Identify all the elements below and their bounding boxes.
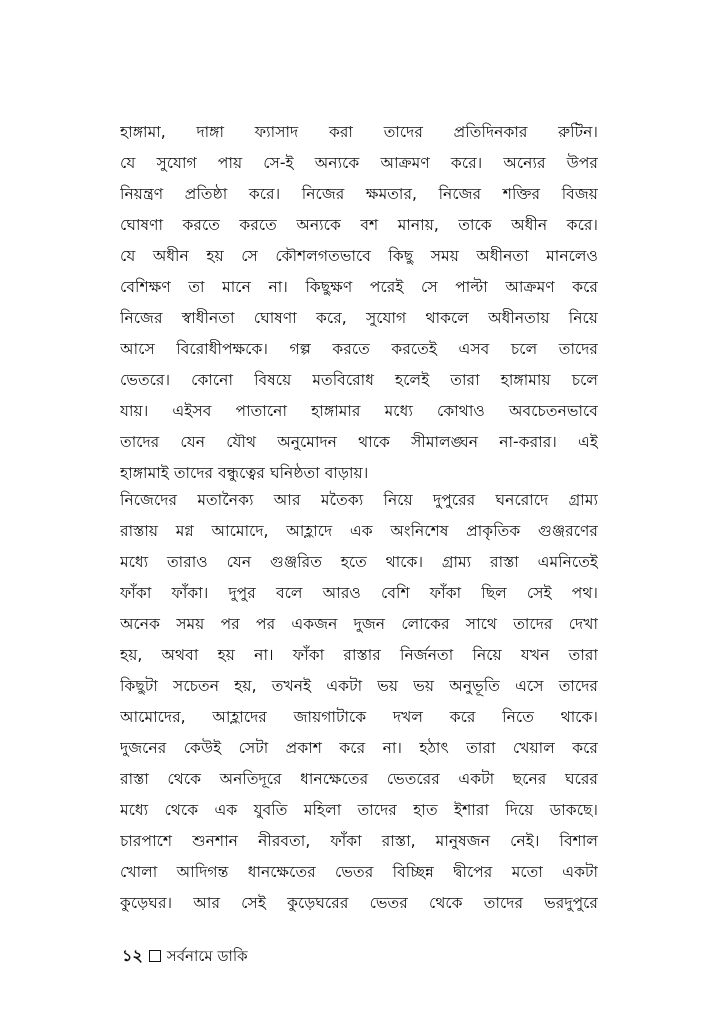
text-line: নিজের স্বাধীনতা ঘোষণা করে, সুযোগ থাকলে অধীনতায় নিয়ে	[120, 309, 598, 327]
page-footer	[122, 944, 248, 968]
text-line: তাদের যেন যৌথ অনুমোদন থাকে সীমালঙ্ঘন না-করার। এই	[120, 433, 598, 451]
text-line: কিছুটা সচেতন হয়, তখনই একটা ভয় ভয় অনুভূতি এসে তাদের	[120, 677, 598, 695]
text-line: যে অধীন হয় সে কৌশলগতভাবে কিছু সময় অধীনতা মানলেও	[120, 247, 598, 265]
text-line: নিজেদের মতানৈক্য আর মতৈক্য নিয়ে দুপুরের ঘনরোদে গ্রাম্য	[120, 491, 598, 509]
text-line: যায়। এইসব পাতানো হাঙ্গামার মধ্যে কোথাও অবচেতনভাবে	[120, 402, 598, 420]
page-number: ১২	[122, 946, 143, 965]
text-line: হাঙ্গামা, দাঙ্গা ফ্যাসাদ করা তাদের প্রতিদিনকার রুটিন।	[120, 123, 598, 141]
text-line: বেশিক্ষণ তা মানে না। কিছুক্ষণ পরেই সে পাল্টা আক্রমণ করে	[120, 278, 598, 296]
text-line: অনেক সময় পর পর একজন দুজন লোকের সাথে তাদের দেখা	[120, 615, 598, 633]
text-line: দুজনের কেউই সেটা প্রকাশ করে না। হঠাৎ তারা খেয়াল করে	[120, 739, 598, 757]
text-line: ঘোষণা করতে করতে অন্যকে বশ মানায়, তাকে অধীন করে।	[120, 216, 598, 234]
text-line: হয়, অথবা হয় না। ফাঁকা রাস্তার নির্জনতা নিয়ে যখন তারা	[120, 646, 598, 664]
text-line: নিয়ন্ত্রণ প্রতিষ্ঠা করে। নিজের ক্ষমতার, নিজের শক্তির বিজয়	[120, 185, 598, 203]
text-line: রাস্তা থেকে অনতিদূরে ধানক্ষেতের ভেতরের একটা ছনের ঘরের	[120, 770, 598, 788]
text-line: ফাঁকা ফাঁকা। দুপুর বলে আরও বেশি ফাঁকা ছিল সেই পথ।	[120, 584, 598, 602]
text-line: আসে বিরোধীপক্ষকে। গল্প করতে করতেই এসব চলে তাদের	[120, 340, 598, 358]
square-separator-icon	[149, 950, 161, 962]
text-line: হাঙ্গামাই তাদের বন্ধুত্বের ঘনিষ্ঠতা বাড়ায়।	[120, 464, 369, 482]
book-title: সর্বনামে ডাকি	[166, 947, 248, 965]
paragraph-2	[120, 485, 598, 919]
text-line: চারপাশে শুনশান নীরবতা, ফাঁকা রাস্তা, মানুষজন নেই। বিশাল	[120, 832, 598, 850]
text-line: মধ্যে থেকে এক যুবতি মহিলা তাদের হাত ইশারা দিয়ে ডাকছে।	[120, 801, 598, 819]
text-line: আমোদের, আহ্লাদের জায়গাটাকে দখল করে নিতে থাকে।	[120, 708, 598, 726]
text-line: মধ্যে তারাও যেন গুঞ্জরিত হতে থাকে। গ্রাম্য রাস্তা এমনিতেই	[120, 553, 598, 571]
text-line: খোলা আদিগন্ত ধানক্ষেতের ভেতর বিচ্ছিন্ন দ্বীপের মতো একটা	[120, 863, 598, 881]
paragraph-1	[120, 117, 598, 489]
text-line: ভেতরে। কোনো বিষয়ে মতবিরোধ হলেই তারা হাঙ্গামায় চলে	[120, 371, 598, 389]
text-line: রাস্তায় মগ্ন আমোদে, আহ্লাদে এক অংনিশেষ প্রাকৃতিক গুঞ্জরণের	[120, 522, 598, 540]
text-line: যে সুযোগ পায় সে-ই অন্যকে আক্রমণ করে। অন্যের উপর	[120, 154, 598, 172]
text-line: কুড়েঘর। আর সেই কুড়েঘরের ভেতর থেকে তাদের ভরদুপুরে	[120, 894, 598, 912]
